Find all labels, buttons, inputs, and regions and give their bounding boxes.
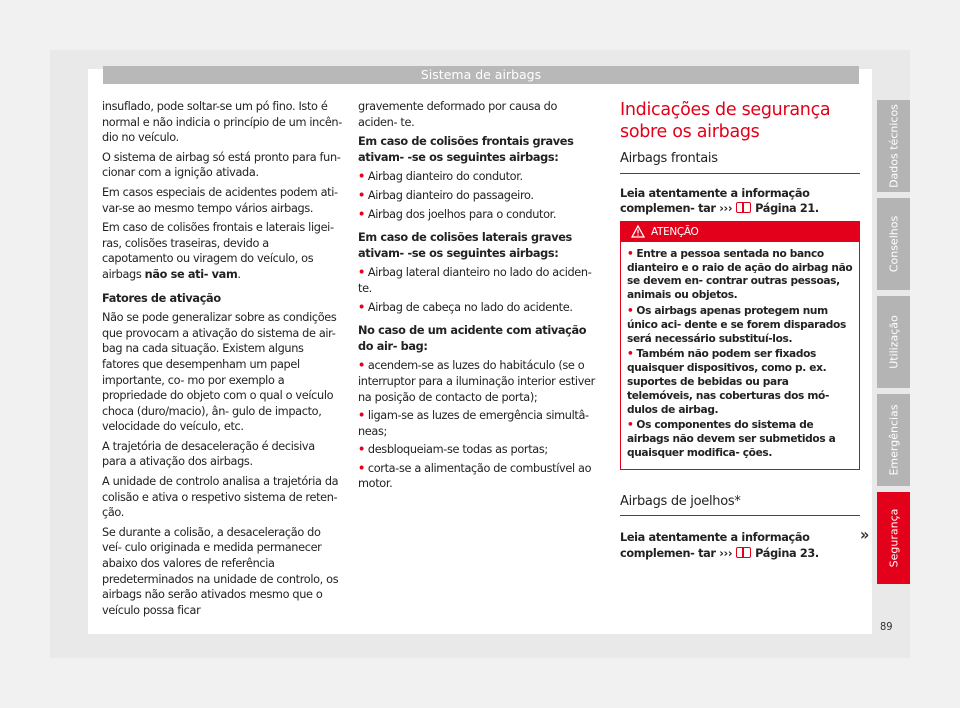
subsection-title-knee: Airbags de joelhos*: [620, 494, 860, 517]
section-title: Indicações de segurança sobre os airbags: [620, 100, 831, 142]
text: .: [237, 267, 241, 281]
page-link[interactable]: Página 21.: [755, 202, 819, 216]
emphasis-text: não se ati- vam: [144, 267, 238, 281]
reference-text: Leia atentamente a informação complemen- tar: [620, 531, 810, 560]
warning-body: [621, 242, 859, 469]
list-item: [358, 188, 598, 204]
book-icon: [736, 547, 751, 558]
list-item: [358, 169, 598, 185]
bullet-icon: •: [358, 359, 365, 373]
side-tab-utilizacao[interactable]: [877, 296, 910, 388]
side-tab-label: Segurança: [887, 508, 900, 568]
bullet-list: [358, 169, 598, 222]
bullet-icon: •: [627, 247, 634, 260]
paragraph: gravemente deformado por causa do aciden- te.: [358, 100, 558, 129]
side-tab-emergencias[interactable]: [877, 394, 910, 486]
warning-header: [621, 222, 859, 242]
side-tab-dados-tecnicos[interactable]: [877, 100, 910, 192]
list-item-text: desbloqueiam-se todas as portas;: [367, 443, 548, 457]
warning-text: Entre a pessoa sentada no banco dianteiro e o raio de ação do airbag não se devem en- contrar outras pessoas, animais ou objetos.: [627, 247, 853, 302]
bullet-list: [358, 265, 598, 315]
warning-item: [627, 348, 853, 417]
list-item-text: ligam-se as luzes de emergência simultâ- neas;: [358, 409, 589, 438]
list-item-text: Airbag dianteiro do passageiro.: [367, 188, 534, 202]
bullet-icon: •: [627, 348, 634, 361]
page-link[interactable]: Página 23.: [755, 546, 819, 560]
bullet-icon: •: [358, 300, 365, 314]
paragraph: Em casos especiais de acidentes podem ati- var-se ao mesmo tempo vários airbags.: [102, 185, 338, 215]
subheading: Fatores de ativação: [102, 291, 221, 305]
side-tab-seguranca[interactable]: [877, 492, 910, 584]
list-heading: Em caso de colisões frontais graves ativam- -se os seguintes airbags:: [358, 135, 574, 164]
warning-item: [627, 419, 853, 460]
paragraph: [102, 220, 342, 282]
arrow-icon: ›››: [719, 546, 733, 560]
column-left: [102, 99, 342, 622]
list-item-text: Airbag dos joelhos para o condutor.: [367, 207, 557, 221]
list-item: [358, 408, 598, 439]
paragraph: A unidade de controlo analisa a trajetória da colisão e ativa o respetivo sistema de reten- ção.: [102, 475, 339, 520]
bullet-list: [358, 358, 598, 492]
arrow-icon: ›››: [719, 202, 733, 216]
side-tab-label: Emergências: [887, 404, 900, 476]
warning-box: [620, 221, 860, 470]
list-item-text: Airbag de cabeça no lado do acidente.: [367, 300, 573, 314]
warning-text: Os componentes do sistema de airbags não devem ser submetidos a quaisquer modifica- ções.: [627, 419, 836, 459]
text: Em caso de colisões frontais e laterais ligei- ras, colisões traseiras, devido a capotamento ou viragem do veículo, os airbags: [102, 221, 334, 281]
list-item-text: Airbag lateral dianteiro no lado do aciden- te.: [358, 266, 592, 295]
bullet-icon: •: [627, 419, 634, 432]
bullet-icon: •: [358, 409, 365, 423]
bullet-icon: •: [358, 170, 365, 184]
paragraph: Não se pode generalizar sobre as condições que provocam a ativação do sistema de air- bag na cada situação. Existem alguns fatores que desempenham um papel importante, co- mo por exemplo a propriedade do objeto com o qual o veículo choca (duro/macio), ân- gulo de impacto, velocidade do veículo, etc.: [102, 311, 337, 434]
paragraph: insuflado, pode soltar-se um pó fino. Isto é normal e não indicia o princípio de um incên- dio no veículo.: [102, 100, 342, 145]
continue-arrow-icon: »: [860, 525, 870, 544]
warning-triangle-icon: [631, 225, 645, 238]
list-heading: Em caso de colisões laterais graves ativam- -se os seguintes airbags:: [358, 231, 572, 260]
paragraph: O sistema de airbag só está pronto para fun- cionar com a ignição ativada.: [102, 150, 341, 180]
bullet-icon: •: [627, 304, 634, 317]
list-item: [358, 207, 598, 223]
cross-reference[interactable]: [620, 186, 860, 217]
warning-text: Também não podem ser fixados quaisquer dispositivos, como p. ex. suportes de bebidas ou para telemóveis, nas coberturas dos mó- dulos de airbag.: [627, 348, 829, 416]
warning-text: Os airbags apenas protegem num único aci- dente e se forem disparados será necessário substituí-los.: [627, 304, 846, 345]
list-item: [358, 461, 598, 492]
cross-reference[interactable]: [620, 530, 860, 561]
page-header: Sistema de airbags: [103, 66, 859, 84]
paragraph: Se durante a colisão, a desaceleração do veí- culo originada e medida permanecer abaixo dos valores de referência predeterminados na unidade de controlo, os airbags não serão ativados mesmo que o veículo possa ficar: [102, 525, 339, 617]
list-item-text: Airbag dianteiro do condutor.: [367, 170, 523, 184]
warning-item: [627, 305, 853, 346]
side-tab-label: Utilização: [887, 315, 900, 369]
bullet-icon: •: [358, 266, 365, 280]
warning-item: [627, 248, 853, 303]
page-number: 89: [880, 620, 893, 633]
reference-text: Leia atentamente a informação complemen- tar: [620, 186, 810, 216]
bullet-icon: •: [358, 443, 365, 457]
list-item: [358, 300, 598, 316]
list-item-text: acendem-se as luzes do habitáculo (se o interruptor para a iluminação interior estiver na posição de contacto de porta);: [358, 359, 595, 404]
side-tab-label: Dados técnicos: [887, 104, 900, 188]
list-item: [358, 265, 598, 296]
column-right: [620, 99, 860, 566]
list-item-text: corta-se a alimentação de combustível ao motor.: [358, 461, 592, 491]
book-icon: [736, 202, 751, 213]
side-tab-conselhos[interactable]: [877, 198, 910, 290]
list-heading: No caso de um acidente com ativação do air- bag:: [358, 324, 587, 353]
paragraph: A trajetória de desaceleração é decisiva para a ativação dos airbags.: [102, 439, 315, 469]
list-item: [358, 358, 598, 405]
warning-label: ATENÇÃO: [651, 225, 699, 238]
bullet-icon: •: [358, 207, 365, 221]
column-middle: [358, 99, 598, 495]
bullet-icon: •: [358, 461, 365, 475]
subsection-title-frontal: Airbags frontais: [620, 151, 860, 174]
list-item: [358, 442, 598, 458]
bullet-icon: •: [358, 188, 365, 202]
side-tab-label: Conselhos: [887, 215, 900, 273]
